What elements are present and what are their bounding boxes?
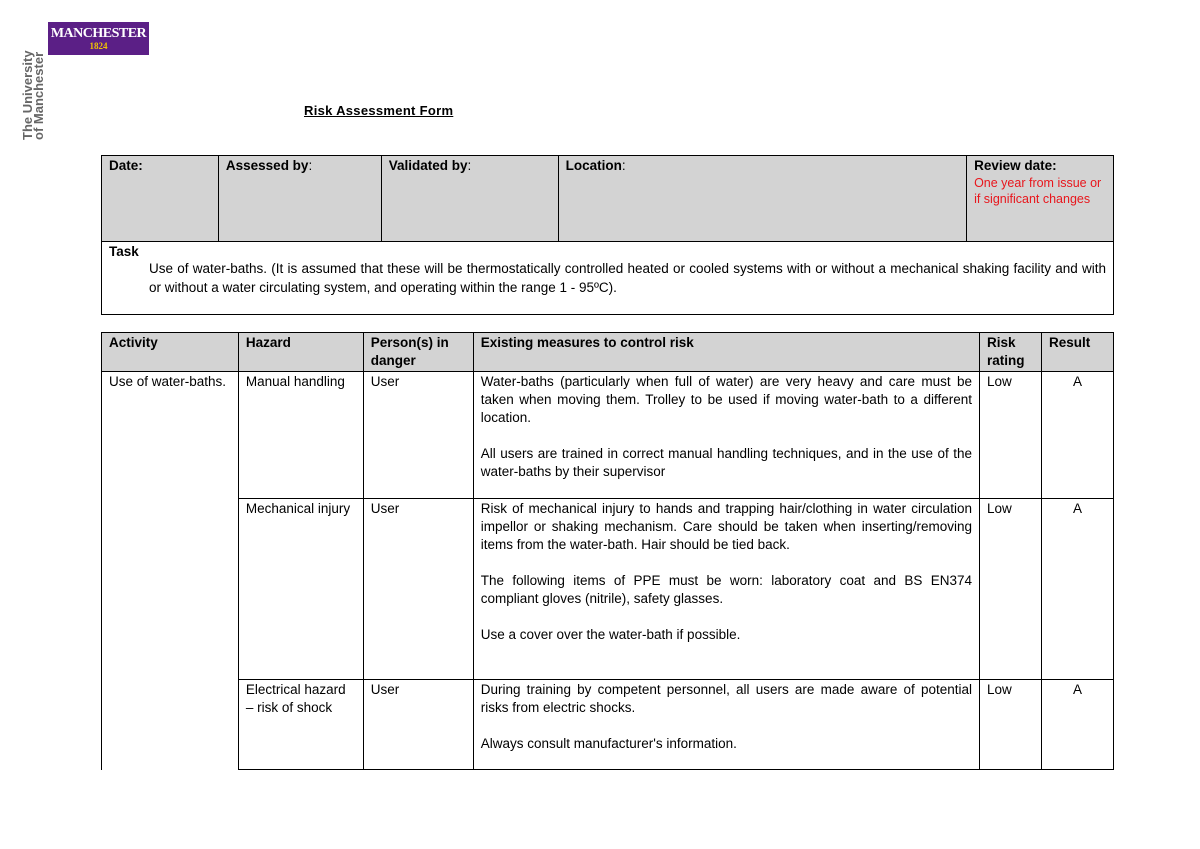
result-cell: A	[1041, 499, 1113, 680]
rating-cell: Low	[980, 499, 1042, 680]
review-date-value: One year from issue or if significant changes	[974, 176, 1102, 206]
persons-cell: User	[363, 680, 473, 770]
measure-text: Water-baths (particularly when full of water) are very heavy and care must be taken when moving them. Trolley to be used if moving water-bath to a different location.	[480, 374, 973, 425]
measure-text: Use a cover over the water-bath if possible.	[480, 627, 741, 642]
logo-year: 1824	[89, 41, 108, 51]
validated-colon: :	[467, 158, 472, 173]
assessed-colon: :	[308, 158, 313, 173]
header-table	[101, 155, 1114, 315]
rating-cell: Low	[980, 372, 1042, 499]
col-risk-rating: Risk rating	[980, 333, 1042, 372]
validated-by-cell	[381, 156, 558, 242]
measure-text: Risk of mechanical injury to hands and trapping hair/clothing in water circulation impellor or shaking mechanism. Care should be taken when inserting/removing items from the water-bath. Hair should be tied back.	[480, 501, 973, 552]
measure-text: All users are trained in correct manual handling techniques, and in the use of the water-baths by their supervisor	[480, 446, 973, 479]
date-cell	[102, 156, 219, 242]
persons-cell: User	[363, 372, 473, 499]
col-activity: Activity	[102, 333, 239, 372]
col-result: Result	[1041, 333, 1113, 372]
hazard-cell: Manual handling	[238, 372, 363, 499]
review-date-label: Review date:	[974, 158, 1057, 173]
col-hazard: Hazard	[238, 333, 363, 372]
validated-by-label: Validated by	[388, 158, 468, 173]
university-logo	[48, 22, 149, 55]
logo-wordmark: MANCHESTER	[50, 26, 147, 41]
measure-text: The following items of PPE must be worn: laboratory coat and BS EN374 compliant gloves (nitrile), safety glasses.	[480, 573, 973, 606]
table-row	[102, 372, 1114, 499]
university-side-logo	[22, 50, 44, 140]
result-cell: A	[1041, 372, 1113, 499]
activity-cell: Use of water-baths.	[102, 372, 239, 770]
col-measures: Existing measures to control risk	[473, 333, 979, 372]
task-cell	[102, 242, 1114, 315]
location-colon: :	[621, 158, 626, 173]
date-label: Date:	[109, 158, 143, 173]
table-row	[102, 680, 1114, 770]
location-label: Location	[565, 158, 622, 173]
form-title: Risk Assessment Form	[304, 103, 454, 118]
risk-table	[101, 332, 1114, 770]
persons-cell: User	[363, 499, 473, 680]
location-cell	[558, 156, 966, 242]
review-date-cell	[967, 156, 1114, 242]
assessed-by-cell	[218, 156, 381, 242]
measure-text: During training by competent personnel, all users are made aware of potential risks from electric shocks.	[480, 682, 973, 715]
task-label: Task	[109, 244, 139, 259]
task-description: Use of water-baths. (It is assumed that these will be thermostatically controlled heated or cooled systems with or without a mechanical shaking facility and with or without a water circulating system, and operating within the range 1 - 95ºC).	[149, 261, 1106, 295]
result-cell: A	[1041, 680, 1113, 770]
assessed-by-label: Assessed by	[225, 158, 309, 173]
measures-cell	[473, 499, 979, 680]
hazard-cell: Mechanical injury	[238, 499, 363, 680]
side-logo-line2: of Manchester	[31, 51, 46, 140]
measures-cell	[473, 372, 979, 499]
measure-text: Always consult manufacturer's information.	[480, 736, 737, 751]
rating-cell: Low	[980, 680, 1042, 770]
table-row	[102, 499, 1114, 680]
measures-cell	[473, 680, 979, 770]
hazard-cell: Electrical hazard – risk of shock	[238, 680, 363, 770]
side-logo-line1: The University	[20, 50, 35, 140]
col-persons: Person(s) in danger	[363, 333, 473, 372]
